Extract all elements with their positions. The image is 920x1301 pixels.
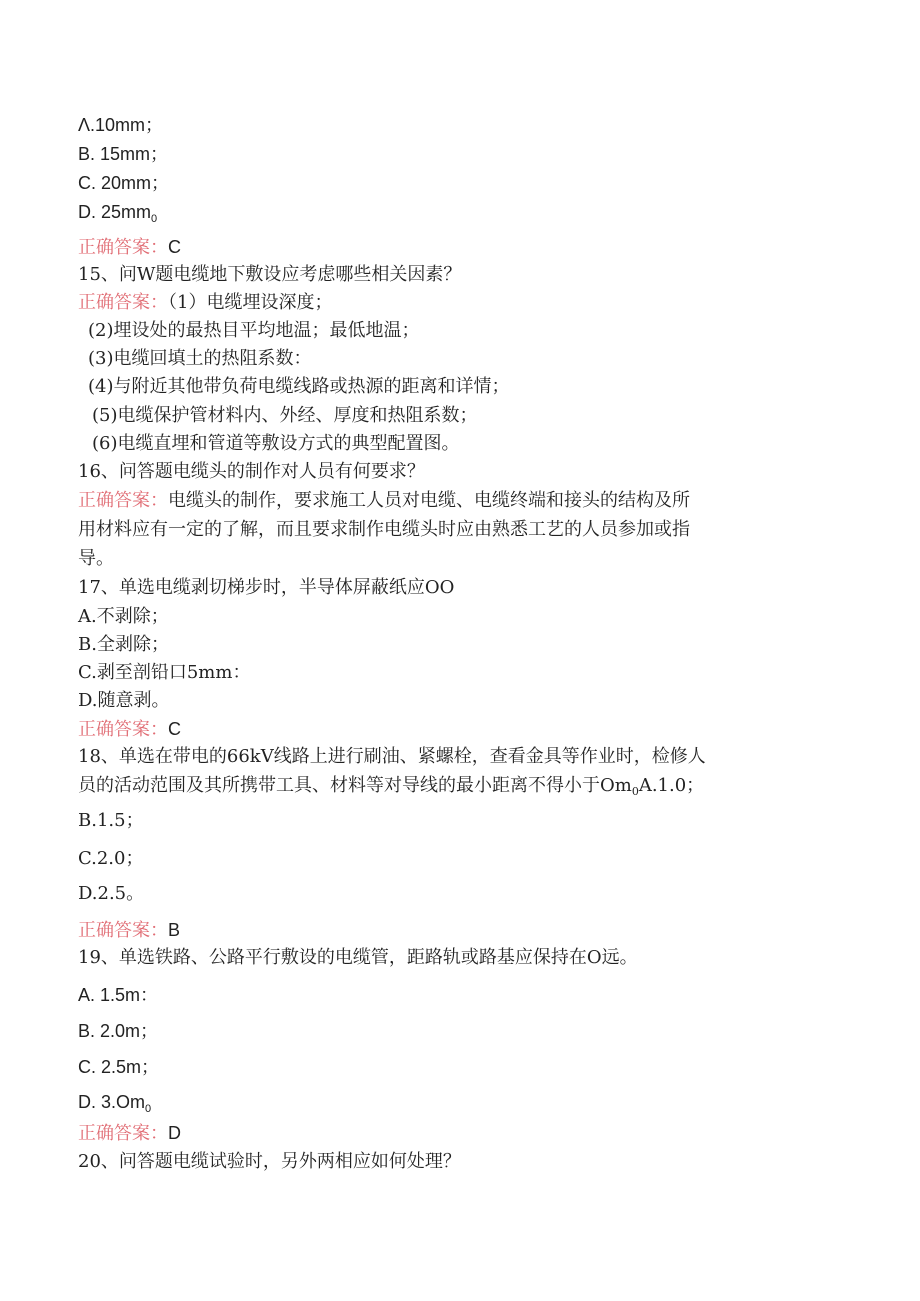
q17-answer xyxy=(78,717,181,742)
q19-option-b: B. 2.0m； xyxy=(78,1021,159,1041)
q18-answer xyxy=(78,918,180,943)
answer-value: C xyxy=(168,237,181,257)
q19-option-d-text: D. 3.Om xyxy=(78,1092,146,1112)
answer-value: C xyxy=(168,719,181,739)
answer-label: 正确答案： xyxy=(78,237,168,258)
q19-question: 19、单选铁路、公路平行敷设的电缆管，距路轨或路基应保持在O远。 xyxy=(78,947,638,968)
q19-option-d xyxy=(78,1090,151,1121)
answer-label: 正确答案： xyxy=(78,490,168,511)
answer-label: 正确答案： xyxy=(78,920,168,941)
answer-value: B xyxy=(168,920,181,940)
q16-answer-line-3: 导。 xyxy=(78,548,114,569)
q14-option-a: Λ.10mm； xyxy=(78,115,164,135)
q17-question: 17、单选电缆剥切梯步时，半导体屏蔽纸应OO xyxy=(78,577,455,598)
q16-answer xyxy=(78,489,690,513)
q15-answer-line-3: (3)电缆回填土的热阻系数： xyxy=(88,348,312,369)
answer-label: 正确答案： xyxy=(78,719,168,740)
q16-answer-first: 电缆头的制作，要求施工人员对电缆、电缆终端和接头的结构及所 xyxy=(168,490,690,511)
q18-question-line-1: 18、单选在带电的66kV线路上进行刷油、紧螺栓，查看金具等作业时，检修人 xyxy=(78,746,706,767)
q15-answer-line-4: (4)与附近其他带负荷电缆线路或热源的距离和详情； xyxy=(88,376,510,397)
q15-question: 15、问W题电缆地下敷设应考虑哪些相关因素？ xyxy=(78,264,462,285)
q18-option-d: D.2.5。 xyxy=(78,883,145,904)
q15-answer-line-5: (5)电缆保护管材料内、外经、厚度和热阻系数； xyxy=(92,405,478,426)
q17-option-a: A.不剥除； xyxy=(78,606,169,627)
q18-option-c: C.2.0； xyxy=(78,848,144,869)
subscript-zero: 0 xyxy=(151,213,158,225)
q20-question: 20、问答题电缆试验时，另外两相应如何处理？ xyxy=(78,1151,461,1172)
q19-option-a: A. 1.5m： xyxy=(78,985,159,1005)
q14-option-d xyxy=(78,200,157,231)
answer-label: 正确答案： xyxy=(78,1123,168,1144)
q18-option-b: B.1.5； xyxy=(78,810,144,831)
q17-option-c: C.剥至剖铅口5mm： xyxy=(78,662,251,683)
q16-question: 16、问答题电缆头的制作对人员有何要求？ xyxy=(78,461,425,482)
q19-answer xyxy=(78,1121,181,1146)
q15-answer-line-6: (6)电缆直埋和管道等敷设方式的典型配置图。 xyxy=(92,433,460,454)
q14-option-b: B. 15mm； xyxy=(78,144,169,164)
q15-answer-first: （1）电缆埋设深度； xyxy=(168,292,333,313)
q14-option-d-text: D. 25mm xyxy=(78,202,152,222)
q18-question-line-2-text: 员的活动范围及其所携带工具、材料等对导线的最小距离不得小于Om xyxy=(78,775,632,796)
answer-label: 正确答案： xyxy=(78,292,168,313)
subscript-zero: 0 xyxy=(631,785,639,798)
answer-value: D xyxy=(168,1123,181,1143)
q15-answer xyxy=(78,291,332,315)
q14-answer xyxy=(78,235,181,260)
q17-option-d: D.随意剥。 xyxy=(78,690,170,711)
q19-option-c: C. 2.5m； xyxy=(78,1057,160,1077)
subscript-zero: 0 xyxy=(145,1103,152,1115)
q14-option-c: C. 20mm； xyxy=(78,173,170,193)
q16-answer-line-2: 用材料应有一定的了解，而且要求制作电缆头时应由熟悉工艺的人员参加或指 xyxy=(78,519,690,540)
q18-question-line-2 xyxy=(78,774,704,804)
q15-answer-line-2: (2)埋设处的最热目平均地温；最低地温； xyxy=(88,320,420,341)
q18-option-a: A.1.0； xyxy=(638,775,705,796)
q17-option-b: B.全剥除； xyxy=(78,634,169,655)
